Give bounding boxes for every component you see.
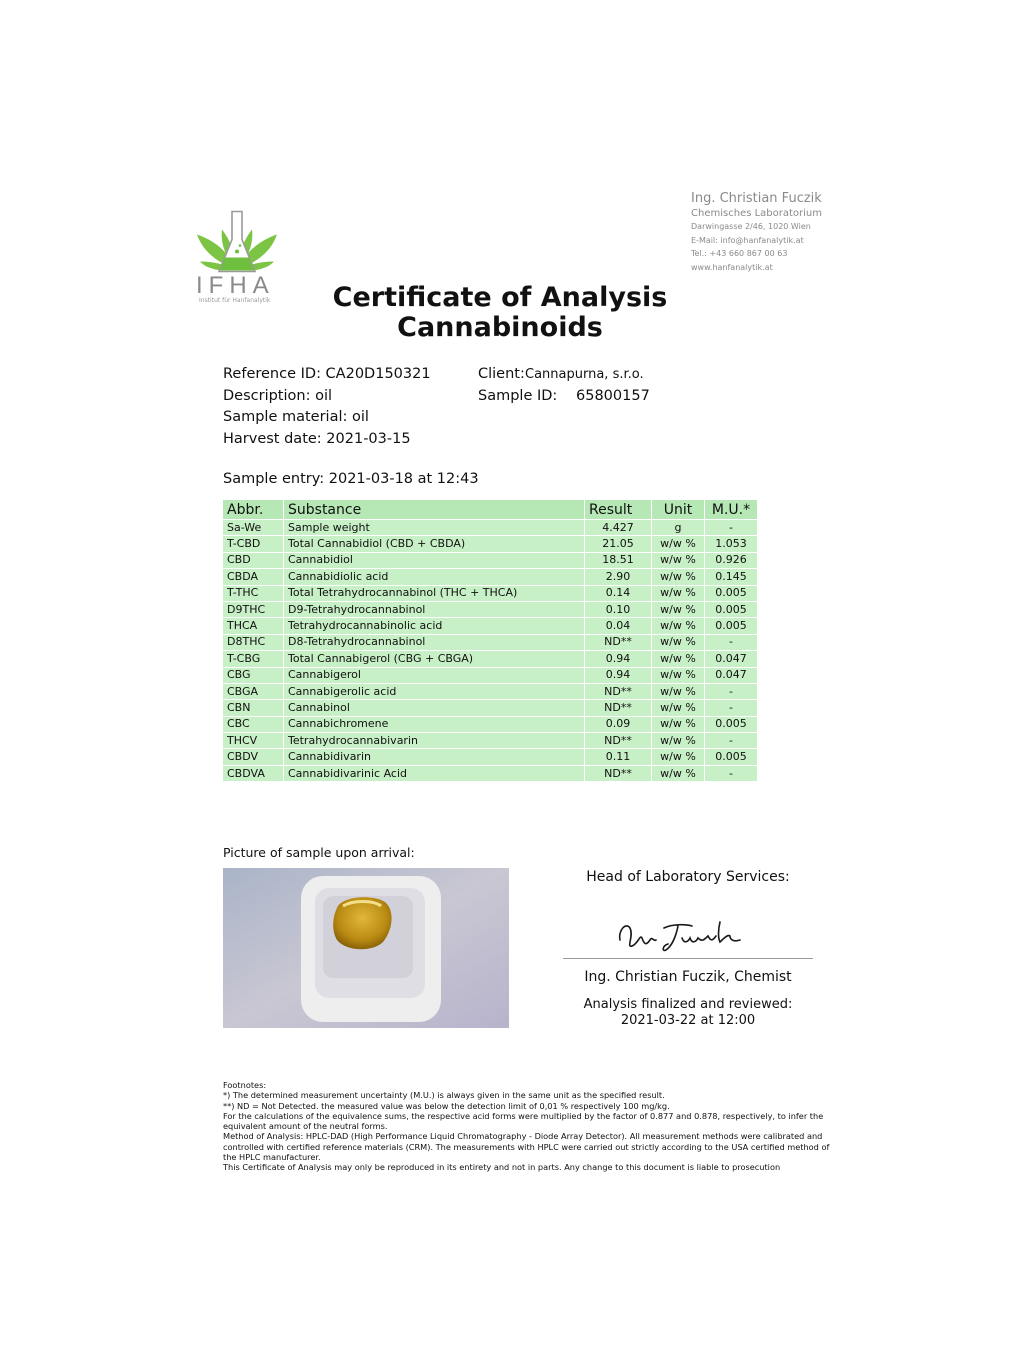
cell-result: 0.11 [585,749,652,765]
header-mu: M.U.* [705,500,758,520]
cell-unit: g [652,520,705,536]
results-table [222,499,758,782]
footnotes-title: Footnotes: [223,1080,267,1090]
cell-unit: w/w % [652,585,705,601]
sample-photo [223,868,509,1028]
cell-abbr: CBG [223,667,284,683]
signature-line [563,958,813,959]
cell-unit: w/w % [652,651,705,667]
cell-abbr: CBD [223,552,284,568]
table-row [223,634,758,650]
sample-id-row [478,386,650,408]
client-value: Cannapurna, s.r.o. [525,367,644,382]
footnote-line: Method of Analysis: HPLC-DAD (High Performance Liquid Chromatography - Diode Array Detector). All measurement methods were calibrated and controlled with certified reference materials (CRM). The measurements with HPLC were carried out strictly according to the USA certified method of the HPLC manufacturer. [223,1131,830,1163]
lab-name: Ing. Christian Fuczik [691,191,822,206]
footnote-line: **) ND = Not Detected. the measured value was below the detection limit of 0,01 % respectively 100 mg/kg. [223,1100,670,1111]
cell-substance: Cannabigerol [284,667,585,683]
cell-substance: Cannabidivarinic Acid [284,765,585,781]
cell-unit: w/w % [652,536,705,552]
cell-substance: D8-Tetrahydrocannabinol [284,634,585,650]
cell-unit: w/w % [652,700,705,716]
cell-mu: 1.053 [705,536,758,552]
cell-result: 0.14 [585,585,652,601]
cell-abbr: THCA [223,618,284,634]
cell-result: ND** [585,683,652,699]
cell-result: 0.09 [585,716,652,732]
cell-result: 2.90 [585,569,652,585]
cell-abbr: Sa-We [223,520,284,536]
cell-abbr: CBC [223,716,284,732]
results-body [223,520,758,782]
cell-result: 21.05 [585,536,652,552]
lab-phone: Tel.: +43 660 867 00 63 [691,249,788,258]
cell-substance: Cannabigerolic acid [284,683,585,699]
client-info [478,364,650,407]
lab-title: Chemisches Laboratorium [691,208,822,219]
cell-mu: - [705,634,758,650]
table-row [223,569,758,585]
cell-substance: Cannabidiolic acid [284,569,585,585]
cell-result: 0.04 [585,618,652,634]
table-row [223,667,758,683]
cell-mu: - [705,765,758,781]
cell-result: 0.94 [585,651,652,667]
harvest-date: Harvest date: 2021-03-15 [223,430,411,447]
footnote-line: For the calculations of the equivalence sums, the respective acid forms were multiplied by the factor of 0.877 and 0.878, respectively, to infer the equivalent amount of the neutral forms. [223,1110,824,1132]
sample-id-value: 65800157 [576,387,650,404]
table-row [223,716,758,732]
cell-result: 4.427 [585,520,652,536]
cell-unit: w/w % [652,618,705,634]
cell-substance: Tetrahydrocannabivarin [284,733,585,749]
table-row [223,552,758,568]
footnotes [223,1080,833,1173]
title-line-2: Cannabinoids [397,312,603,343]
cell-unit: w/w % [652,716,705,732]
footnote-line: *) The determined measurement uncertainty (M.U.) is always given in the same unit as the specified result. [223,1090,665,1101]
description: Description: oil [223,387,333,404]
cell-result: ND** [585,765,652,781]
lab-email: E-Mail: info@hanfanalytik.at [691,235,804,245]
table-row [223,601,758,617]
cell-unit: w/w % [652,667,705,683]
logo-text: IFHA [196,272,275,299]
cell-abbr: D9THC [223,601,284,617]
table-row [223,765,758,781]
cell-substance: Cannabidiol [284,552,585,568]
finalized-label: Analysis finalized and reviewed: [583,997,793,1012]
table-row [223,618,758,634]
cell-substance: Total Cannabigerol (CBG + CBGA) [284,651,585,667]
logo-subtitle: Institut für Hanfanalytik [199,297,271,304]
cell-substance: Total Cannabidiol (CBD + CBDA) [284,536,585,552]
table-row [223,536,758,552]
cell-substance: D9-Tetrahydrocannabinol [284,601,585,617]
finalized-info [560,997,816,1029]
signature-image [612,910,752,960]
cell-abbr: CBDV [223,749,284,765]
lab-address [691,191,822,274]
cell-mu: 0.047 [705,667,758,683]
client-label: Client: [478,366,525,382]
lab-street: Darwingasse 2/46, 1020 Wien [691,222,811,231]
chemist-name: Ing. Christian Fuczik, Chemist [584,969,792,985]
table-row [223,651,758,667]
head-of-lab-label: Head of Laboratory Services: [586,869,790,885]
cell-mu: - [705,683,758,699]
cell-result: ND** [585,700,652,716]
cell-substance: Tetrahydrocannabinolic acid [284,618,585,634]
table-row [223,520,758,536]
cell-unit: w/w % [652,634,705,650]
cell-mu: - [705,700,758,716]
cell-abbr: T-CBG [223,651,284,667]
sample-info [223,364,431,450]
cell-result: 0.94 [585,667,652,683]
table-row [223,700,758,716]
cell-unit: w/w % [652,683,705,699]
footnote-line: This Certificate of Analysis may only be reproduced in its entirety and not in parts. Any change to this document is liable to prosecution [223,1162,781,1173]
table-row [223,683,758,699]
picture-label: Picture of sample upon arrival: [223,845,415,860]
cell-mu: 0.005 [705,601,758,617]
title-line-1: Certificate of Analysis [332,282,668,313]
finalized-date: 2021-03-22 at 12:00 [620,1013,756,1028]
lab-web: www.hanfanalytik.at [691,262,773,272]
cell-mu: - [705,733,758,749]
cell-result: 18.51 [585,552,652,568]
cell-abbr: CBDVA [223,765,284,781]
cell-mu: 0.145 [705,569,758,585]
header-result: Result [585,500,652,520]
sample-material: Sample material: oil [223,409,369,425]
cell-mu: 0.005 [705,585,758,601]
document-title [0,283,1000,343]
header-unit: Unit [652,500,705,520]
cell-substance: Total Tetrahydrocannabinol (THC + THCA) [284,585,585,601]
cell-result: ND** [585,733,652,749]
cell-unit: w/w % [652,765,705,781]
cell-unit: w/w % [652,569,705,585]
cell-mu: 0.005 [705,749,758,765]
cell-result: 0.10 [585,601,652,617]
header-substance: Substance [284,500,585,520]
client-row [478,364,650,386]
cell-abbr: T-THC [223,585,284,601]
table-row [223,585,758,601]
cell-mu: 0.926 [705,552,758,568]
cell-mu: 0.005 [705,618,758,634]
cell-abbr: T-CBD [223,536,284,552]
cell-abbr: CBDA [223,569,284,585]
cell-mu: 0.005 [705,716,758,732]
cell-unit: w/w % [652,733,705,749]
cell-abbr: CBN [223,700,284,716]
cell-mu: 0.047 [705,651,758,667]
cell-result: ND** [585,634,652,650]
cell-abbr: THCV [223,733,284,749]
cell-substance: Cannabichromene [284,716,585,732]
table-row [223,749,758,765]
cell-substance: Sample weight [284,520,585,536]
cell-unit: w/w % [652,552,705,568]
cell-abbr: CBGA [223,683,284,699]
sample-id-label: Sample ID: [478,387,558,404]
cell-abbr: D8THC [223,634,284,650]
cell-substance: Cannabinol [284,700,585,716]
cell-substance: Cannabidivarin [284,749,585,765]
table-row [223,733,758,749]
reference-id: Reference ID: CA20D150321 [223,366,431,382]
cell-unit: w/w % [652,601,705,617]
sample-entry: Sample entry: 2021-03-18 at 12:43 [223,471,479,487]
table-header-row [223,500,758,520]
cell-unit: w/w % [652,749,705,765]
cell-mu: - [705,520,758,536]
header-abbr: Abbr. [223,500,284,520]
